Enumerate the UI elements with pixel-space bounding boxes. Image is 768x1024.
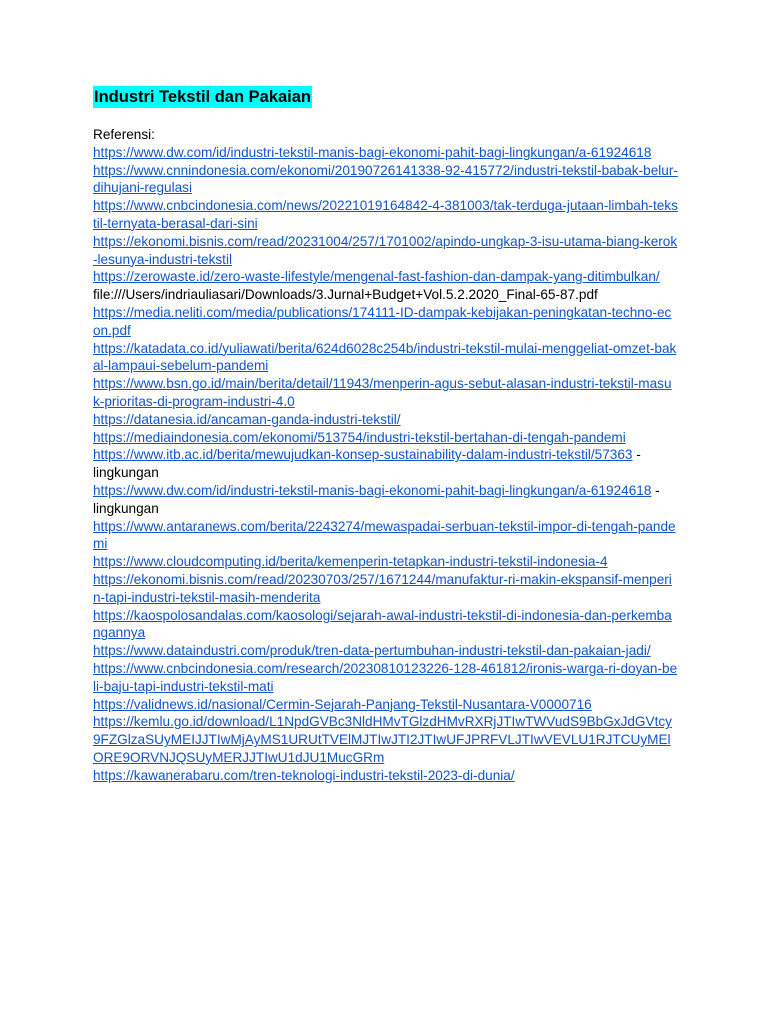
reference-link[interactable]: https://www.dw.com/id/industri-tekstil-manis-bagi-ekonomi-pahit-bagi-lingkungan/a-61924618 <box>93 144 652 160</box>
reference-item <box>93 767 678 785</box>
reference-item <box>93 660 678 696</box>
reference-file-path: file:///Users/indriauliasari/Downloads/3.Jurnal+Budget+Vol.5.2.2020_Final-65-87.pdf <box>93 287 598 303</box>
reference-note: - lingkungan <box>93 447 641 481</box>
reference-item <box>93 571 678 607</box>
reference-item <box>93 268 678 286</box>
reference-link[interactable]: https://validnews.id/nasional/Cermin-Sejarah-Panjang-Tekstil-Nusantara-V0000716 <box>93 696 592 712</box>
reference-item <box>93 696 678 714</box>
document-title: Industri Tekstil dan Pakaian <box>94 88 312 106</box>
reference-item <box>93 304 678 340</box>
reference-item <box>93 340 678 376</box>
reference-item <box>93 286 678 304</box>
reference-item <box>93 429 678 447</box>
reference-link[interactable]: https://kawanerabaru.com/tren-teknologi-industri-tekstil-2023-di-dunia/ <box>93 767 515 783</box>
reference-item <box>93 553 678 571</box>
reference-item <box>93 482 678 518</box>
reference-item <box>93 375 678 411</box>
reference-link[interactable]: https://mediaindonesia.com/ekonomi/513754/industri-tekstil-bertahan-di-tengah-pandemi <box>93 429 626 445</box>
reference-item <box>93 411 678 429</box>
reference-link[interactable]: https://www.dw.com/id/industri-tekstil-manis-bagi-ekonomi-pahit-bagi-lingkungan/a-61924618 <box>93 482 652 498</box>
reference-link[interactable]: https://datanesia.id/ancaman-ganda-industri-tekstil/ <box>93 411 401 427</box>
reference-link[interactable]: https://www.bsn.go.id/main/berita/detail/11943/menperin-agus-sebut-alasan-industri-tekstil-masuk-prioritas-di-program-industri-4.0 <box>93 376 672 409</box>
reference-item <box>93 642 678 660</box>
reference-link[interactable]: https://www.cnbcindonesia.com/research/20230810123226-128-461812/ironis-warga-ri-doyan-beli-baju-tapi-industri-tekstil-mati <box>93 660 678 694</box>
reference-link[interactable]: https://ekonomi.bisnis.com/read/20231004/257/1701002/apindo-ungkap-3-isu-utama-biang-kerok-lesunya-industri-tekstil <box>93 233 678 267</box>
reference-link[interactable]: https://www.cloudcomputing.id/berita/kemenperin-tetapkan-industri-tekstil-indonesia-4 <box>93 554 608 570</box>
reference-link[interactable]: https://www.cnbcindonesia.com/news/20221019164842-4-381003/tak-terduga-jutaan-limbah-tekstil-ternyata-berasal-dari-sini <box>93 198 678 231</box>
reference-link[interactable]: https://kemlu.go.id/download/L1NpdGVBc3NldHMvTGlzdHMvRXRjJTIwTWVudS9BbGxJdGVtcy9FZGlzaSUyMEIJJTIwMjAyMS1URUtTVElMJTIwJTI2JTIwUFJPRFVLJTIwVEVLU1RJTCUyMElORE9ORVNJQSUyMERJJTIwU1dJU1MucGRm <box>93 714 672 765</box>
reference-item <box>93 713 678 766</box>
reference-item <box>93 446 678 482</box>
reference-item <box>93 518 678 554</box>
reference-item <box>93 197 678 233</box>
reference-note: - lingkungan <box>93 482 660 516</box>
reference-link[interactable]: https://katadata.co.id/yuliawati/berita/624d6028c254b/industri-tekstil-mulai-menggeliat-omzet-bakal-lampaui-sebelum-pandemi <box>93 340 677 374</box>
reference-item <box>93 233 678 269</box>
reference-link[interactable]: https://kaospolosandalas.com/kaosologi/sejarah-awal-industri-tekstil-di-indonesia-dan-perkembangannya <box>93 607 672 641</box>
reference-list <box>93 144 678 785</box>
reference-link[interactable]: https://www.itb.ac.id/berita/mewujudkan-konsep-sustainability-dalam-industri-tekstil/57363 <box>93 447 633 463</box>
reference-item <box>93 607 678 643</box>
document-page <box>93 86 678 784</box>
reference-link[interactable]: https://media.neliti.com/media/publications/174111-ID-dampak-kebijakan-peningkatan-techno-econ.pdf <box>93 304 672 338</box>
reference-link[interactable]: https://www.cnnindonesia.com/ekonomi/20190726141338-92-415772/industri-tekstil-babak-belur-dihujani-regulasi <box>93 162 678 196</box>
reference-link[interactable]: https://zerowaste.id/zero-waste-lifestyle/mengenal-fast-fashion-dan-dampak-yang-ditimbulkan/ <box>93 269 660 285</box>
references-label: Referensi: <box>93 127 155 142</box>
reference-link[interactable]: https://ekonomi.bisnis.com/read/20230703/257/1671244/manufaktur-ri-makin-ekspansif-menperin-tapi-industri-tekstil-masih-menderita <box>93 571 672 605</box>
reference-item <box>93 144 678 162</box>
reference-link[interactable]: https://www.antaranews.com/berita/2243274/mewaspadai-serbuan-tekstil-impor-di-tengah-pandemi <box>93 518 676 552</box>
reference-item <box>93 162 678 198</box>
reference-link[interactable]: https://www.dataindustri.com/produk/tren-data-pertumbuhan-industri-tekstil-dan-pakaian-jadi/ <box>93 643 651 659</box>
